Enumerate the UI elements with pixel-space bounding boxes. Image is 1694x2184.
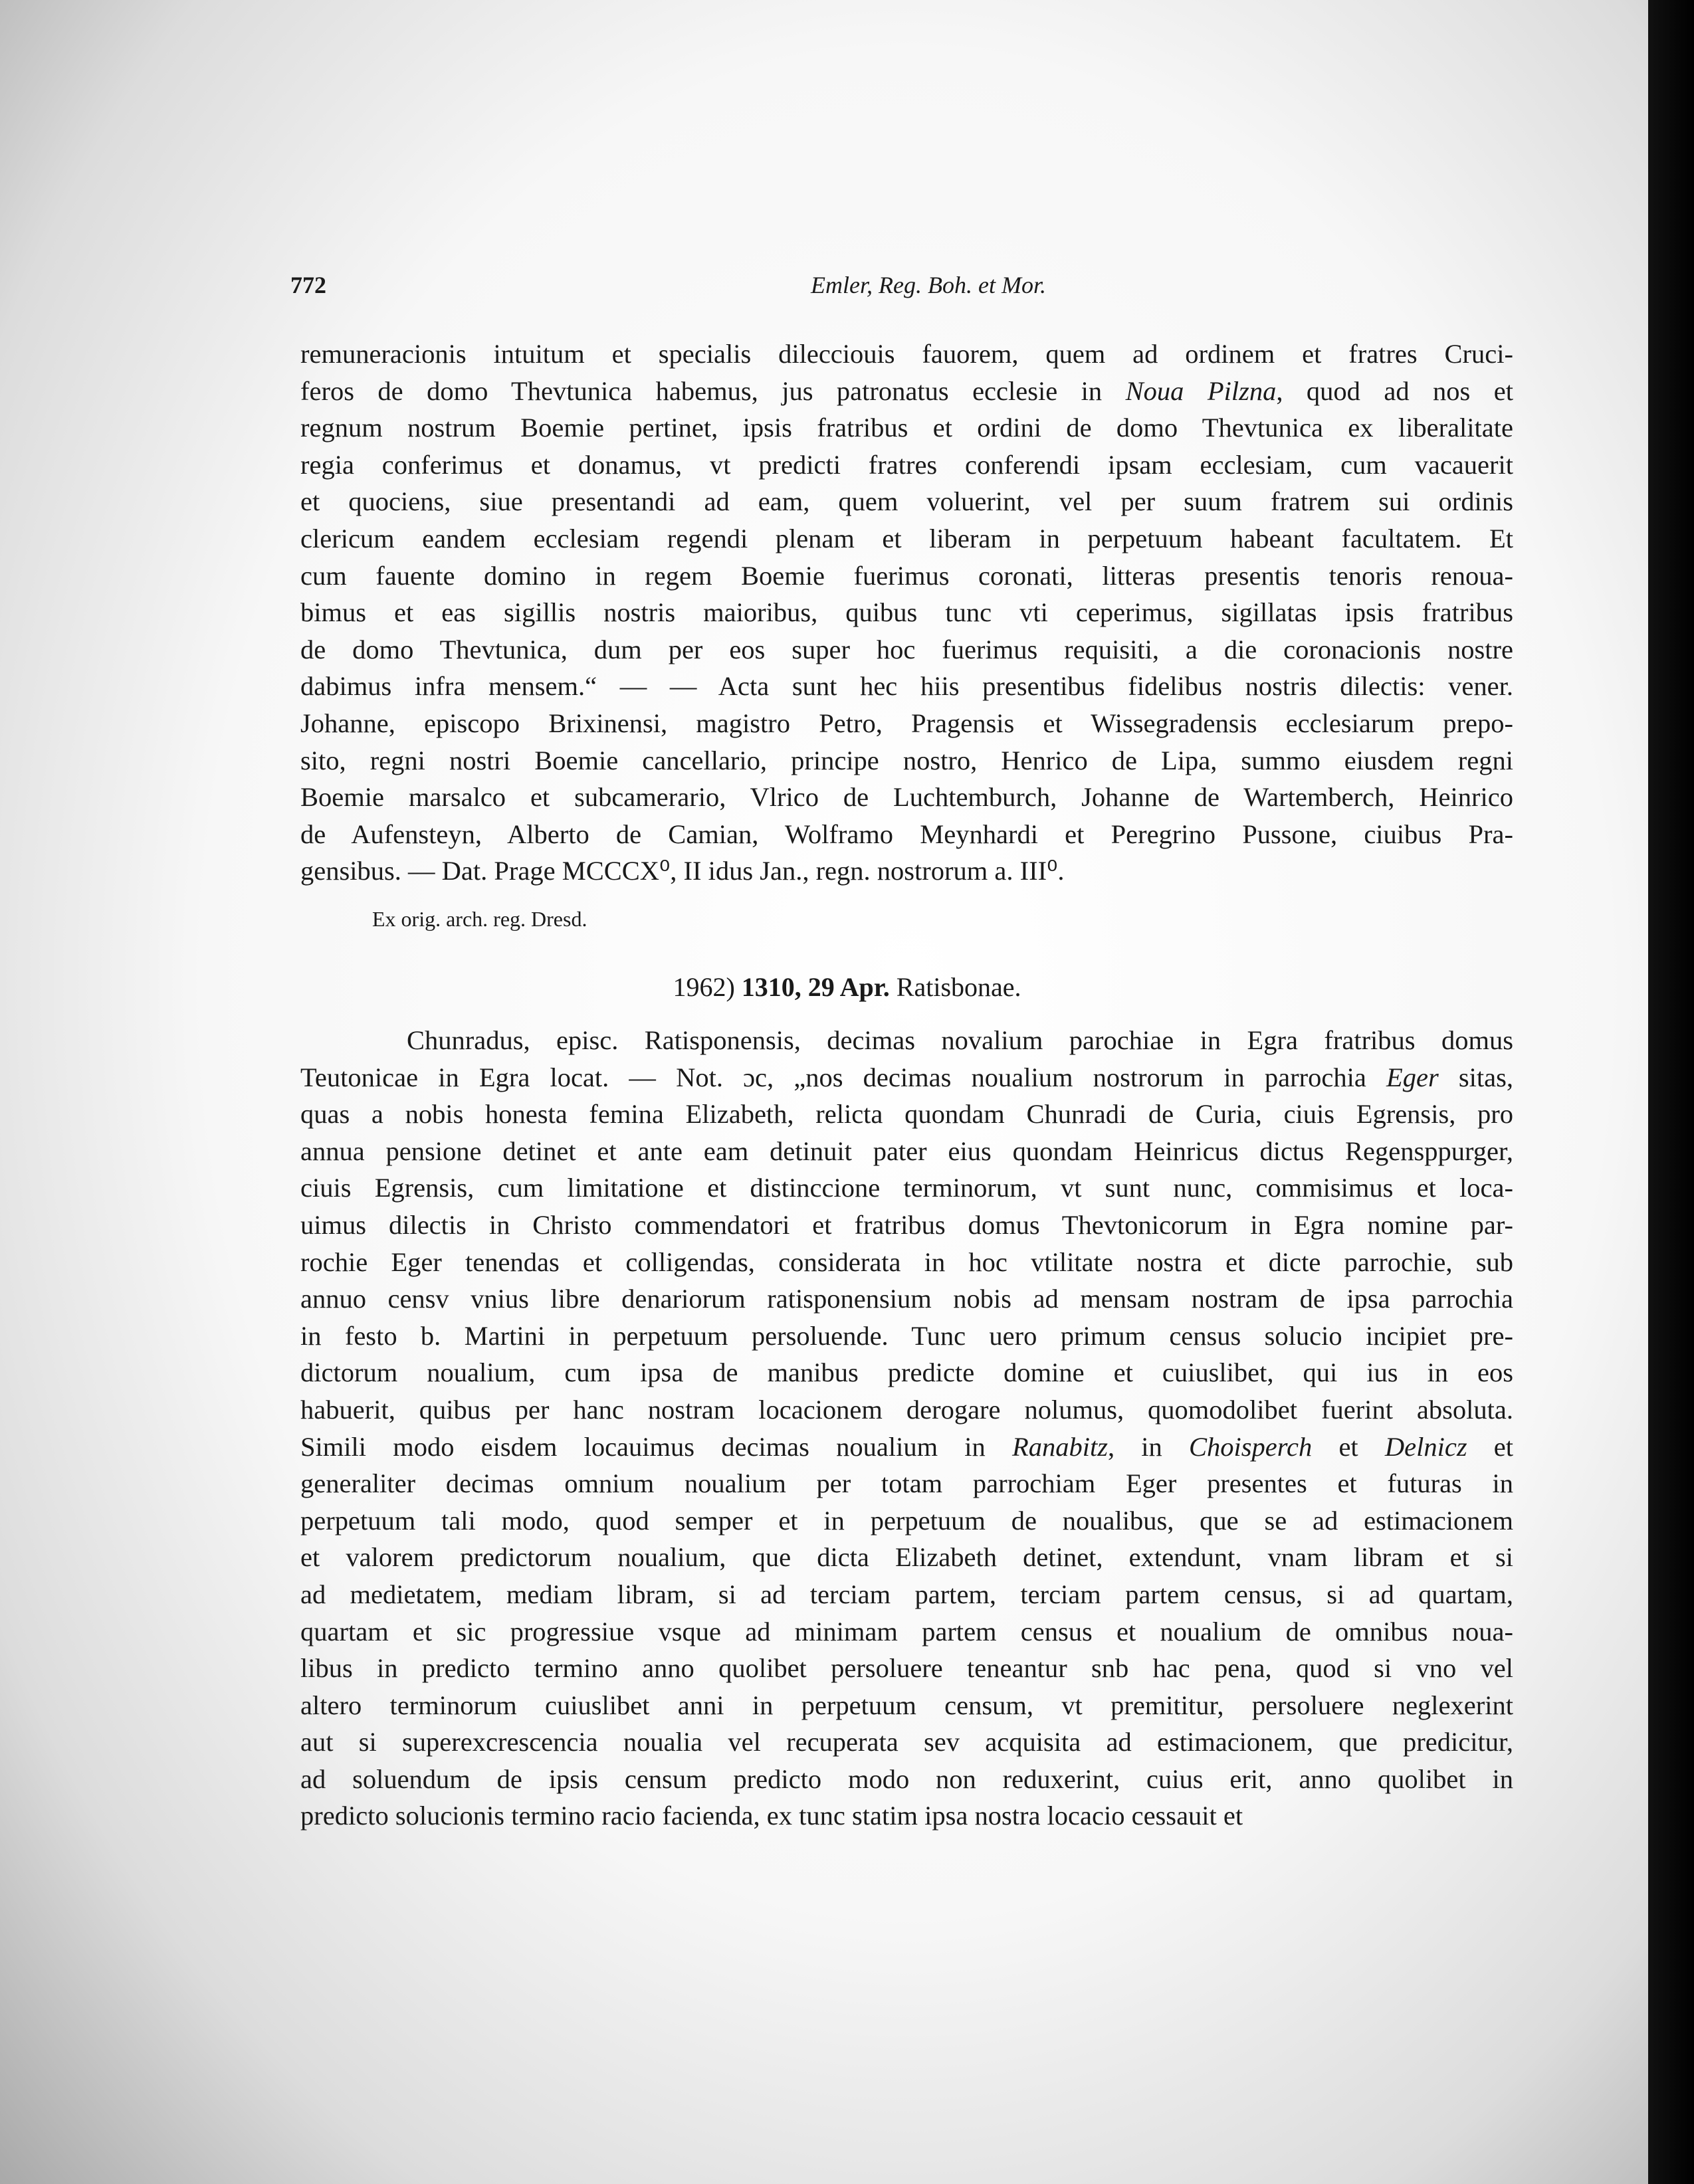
text-line: rochie Eger tenendas et colligendas, considerata in hoc vtilitate nostra et dicte parrochie, sub <box>300 1246 1513 1277</box>
text-line: quas a nobis honesta femina Elizabeth, relicta quondam Chunradi de Curia, ciuis Egrensis, pro <box>300 1099 1513 1130</box>
text-line: predicto solucionis termino racio facienda, ex tunc statim ipsa nostra locacio cessauit et <box>300 1801 1243 1831</box>
text-line: perpetuum tali modo, quod semper et in perpetuum de noualibus, que se ad estimacionem <box>300 1505 1513 1536</box>
text-line: ciuis Egrensis, cum limitatione et distinccione terminorum, vt sunt nunc, commisimus et loca- <box>300 1173 1513 1203</box>
text-line: remuneracionis intuitum et specialis dilecciouis fauorem, quem ad ordinem et fratres Cruci- <box>300 339 1513 369</box>
text-line: libus in predicto termino anno quolibet persoluere teneantur snb hac pena, quod si vno vel <box>300 1653 1513 1684</box>
entry-date: 1310, 29 Apr. <box>741 972 890 1002</box>
source-note: Ex orig. arch. reg. Dresd. <box>372 907 587 931</box>
text-line: dabimus infra mensem.“ — — Acta sunt hec hiis presentibus fidelibus nostris dilectis: vener. <box>300 671 1513 702</box>
text-line: annua pensione detinet et ante eam detinuit pater eius quondam Heinricus dictus Regensppurger, <box>300 1136 1513 1166</box>
running-title: Emler, Reg. Boh. et Mor. <box>811 272 1046 298</box>
text-line: regnum nostrum Boemie pertinet, ipsis fratribus et ordini de domo Thevtunica ex liberalitate <box>300 413 1513 443</box>
text-line: et valorem predictorum noualium, que dicta Elizabeth detinet, extendunt, vnam libram et si <box>300 1542 1513 1573</box>
text-line: sito, regni nostri Boemie cancellario, principe nostro, Henrico de Lipa, summo eiusdem regni <box>300 745 1513 775</box>
text-line: et quociens, siue presentandi ad eam, quem voluerint, vel per suum fratrem sui ordinis <box>300 486 1513 517</box>
entry-number: 1962) <box>673 972 735 1002</box>
entry-place: Ratisbonae. <box>896 972 1021 1002</box>
page-number: 772 <box>290 272 326 298</box>
text-line: clericum eandem ecclesiam regendi plenam et liberam in perpetuum habeant facultatem. Et <box>300 523 1513 553</box>
text-line: aut si superexcrescencia noualia vel recuperata sev acquisita ad estimacionem, que predicitur, <box>300 1727 1513 1757</box>
text-line: de domo Thevtunica, dum per eos super hoc fuerimus requisiti, a die coronacionis nostre <box>300 634 1513 664</box>
text-line: feros de domo Thevtunica habemus, jus patronatus ecclesie in Noua Pilzna, quod ad nos et <box>300 375 1513 406</box>
text-line: regia conferimus et donamus, vt predicti fratres conferendi ipsam ecclesiam, cum vacauerit <box>300 449 1513 480</box>
text-line: de Aufensteyn, Alberto de Camian, Wolframo Meynhardi et Peregrino Pussone, ciuibus Pra- <box>300 819 1513 849</box>
text-line: generaliter decimas omnium noualium per totam parrochiam Eger presentes et futuras in <box>300 1468 1513 1499</box>
entry-heading <box>0 971 1648 1003</box>
scan-edge <box>1648 0 1694 2184</box>
text-line: Teutonicae in Egra locat. — Not. ɔc, „nos decimas noualium nostrorum in parrochia Eger sitas, <box>300 1062 1513 1092</box>
text-line: ad soluendum de ipsis censum predicto modo non reduxerint, cuius erit, anno quolibet in <box>300 1763 1513 1794</box>
text-line: dictorum noualium, cum ipsa de manibus predicte domine et cuiuslibet, qui ius in eos <box>300 1357 1513 1388</box>
text-line: in festo b. Martini in perpetuum persoluende. Tunc uero primum census solucio incipiet pre- <box>300 1320 1513 1351</box>
text-line: Boemie marsalco et subcamerario, Vlrico de Luchtemburch, Johanne de Wartemberch, Heinrico <box>300 782 1513 813</box>
text-line: altero terminorum cuiuslibet anni in perpetuum censum, vt premititur, persoluere neglexerint <box>300 1690 1513 1720</box>
text-line: ad medietatem, mediam libram, si ad terciam partem, terciam partem census, si ad quartam, <box>300 1579 1513 1609</box>
text-line: habuerit, quibus per hanc nostram locacionem derogare nolumus, quomodolibet fuerint absoluta. <box>300 1394 1513 1425</box>
charter-text-continued <box>300 336 1513 890</box>
page-header <box>290 271 1507 311</box>
text-line: Simili modo eisdem locauimus decimas noualium in Ranabitz, in Choisperch et Delnicz et <box>300 1431 1513 1462</box>
text-line: Johanne, episcopo Brixinensi, magistro Petro, Pragensis et Wissegradensis ecclesiarum prepo- <box>300 708 1513 738</box>
text-line: cum fauente domino in regem Boemie fuerimus coronati, litteras presentis tenoris renoua- <box>300 560 1513 591</box>
text-line: bimus et eas sigillis nostris maioribus, quibus tunc vti ceperimus, sigillatas ipsis fratribus <box>300 597 1513 628</box>
text-line: quartam et sic progressiue vsque ad minimam partem census et noualium de omnibus noua- <box>300 1616 1513 1646</box>
text-line: gensibus. — Dat. Prage MCCCX⁰, II idus Jan., regn. nostrorum a. III⁰. <box>300 856 1065 886</box>
text-line: uimus dilectis in Christo commendatori et fratribus domus Thevtonicorum in Egra nomine par- <box>300 1209 1513 1240</box>
text-line: annuo censv vnius libre denariorum ratisponensium nobis ad mensam nostram de ipsa parrochia <box>300 1284 1513 1314</box>
text-line: Chunradus, episc. Ratisponensis, decimas novalium parochiae in Egra fratribus domus <box>407 1025 1513 1055</box>
entry-1962-text <box>300 1022 1513 1835</box>
